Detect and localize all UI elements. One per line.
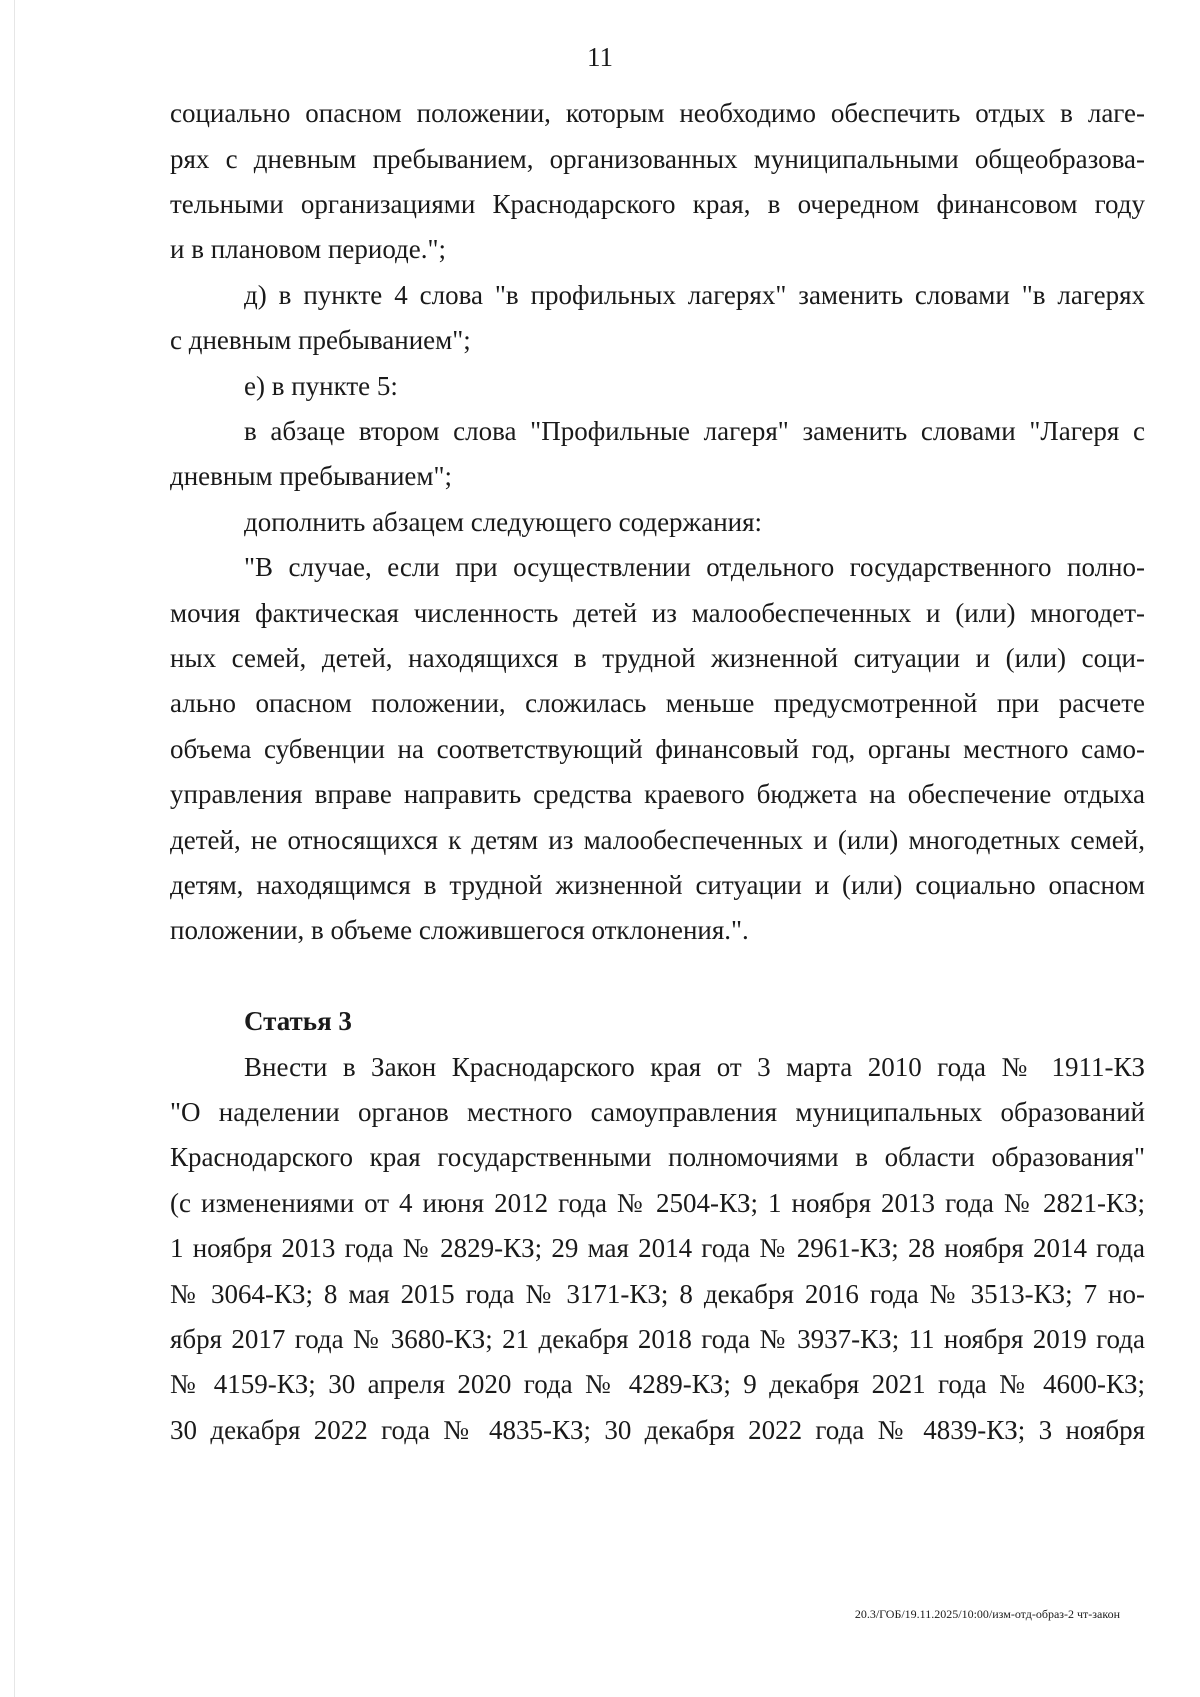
text-line: с дневным пребыванием"; (170, 325, 471, 355)
text-line: 30 декабря 2022 года № 4835-КЗ; 30 декабря 2022 года № 4839-КЗ; 3 ноября (170, 1415, 1145, 1445)
text-line: в абзаце втором слова "Профильные лагеря" заменить словами "Лагеря с (244, 416, 1145, 446)
text-line: Краснодарского края государственными полномочиями в области образования" (170, 1142, 1145, 1172)
text-line: тельными организациями Краснодарского края, в очередном финансовом году (170, 189, 1145, 219)
text-line: мочия фактическая численность детей из малообеспеченных и (или) многодет- (170, 598, 1145, 628)
scan-edge (14, 0, 15, 1697)
article-heading: Статья 3 (244, 1006, 352, 1036)
text-line: детям, находящимся в трудной жизненной ситуации и (или) социально опасном (170, 870, 1145, 900)
text-line: "О наделении органов местного самоуправления муниципальных образований (170, 1097, 1145, 1127)
text-line: управления вправе направить средства краевого бюджета на обеспечение отдыха (170, 779, 1145, 809)
document-footer-code: 20.3/ГОБ/19.11.2025/10:00/изм-отд-образ-2 чт-закон (854, 1607, 1120, 1621)
text-line: дополнить абзацем следующего содержания: (244, 507, 763, 537)
text-line: 1 ноября 2013 года № 2829-КЗ; 29 мая 2014 года № 2961-КЗ; 28 ноября 2014 года (170, 1233, 1145, 1263)
text-line: объема субвенции на соответствующий финансовый год, органы местного само- (170, 734, 1145, 764)
text-line: № 3064-КЗ; 8 мая 2015 года № 3171-КЗ; 8 декабря 2016 года № 3513-КЗ; 7 но- (170, 1279, 1145, 1309)
text-line: рях с дневным пребыванием, организованных муниципальными общеобразова- (170, 144, 1145, 174)
text-line: д) в пункте 4 слова "в профильных лагерях" заменить словами "в лагерях (244, 280, 1145, 310)
text-line: (с изменениями от 4 июня 2012 года № 2504-КЗ; 1 ноября 2013 года № 2821-КЗ; (170, 1188, 1145, 1218)
text-line: ября 2017 года № 3680-КЗ; 21 декабря 2018 года № 3937-КЗ; 11 ноября 2019 года (170, 1324, 1145, 1354)
text-line: Внести в Закон Краснодарского края от 3 марта 2010 года № 1911-КЗ (244, 1052, 1145, 1082)
text-line: и в плановом периоде."; (170, 234, 447, 264)
text-line: е) в пункте 5: (244, 371, 398, 401)
page-number: 11 (587, 42, 613, 72)
text-line: социально опасном положении, которым необходимо обеспечить отдых в лаге- (170, 98, 1145, 128)
text-line: дневным пребыванием"; (170, 461, 453, 491)
text-line: № 4159-КЗ; 30 апреля 2020 года № 4289-КЗ; 9 декабря 2021 года № 4600-КЗ; (170, 1369, 1145, 1399)
text-line: положении, в объеме сложившегося отклонения.". (170, 915, 749, 945)
text-line: ных семей, детей, находящихся в трудной жизненной ситуации и (или) соци- (170, 643, 1145, 673)
text-line: "В случае, если при осуществлении отдельного государственного полно- (244, 552, 1145, 582)
text-line: детей, не относящихся к детям из малообеспеченных и (или) многодетных семей, (170, 825, 1145, 855)
text-line: ально опасном положении, сложилась меньше предусмотренной при расчете (170, 688, 1145, 718)
